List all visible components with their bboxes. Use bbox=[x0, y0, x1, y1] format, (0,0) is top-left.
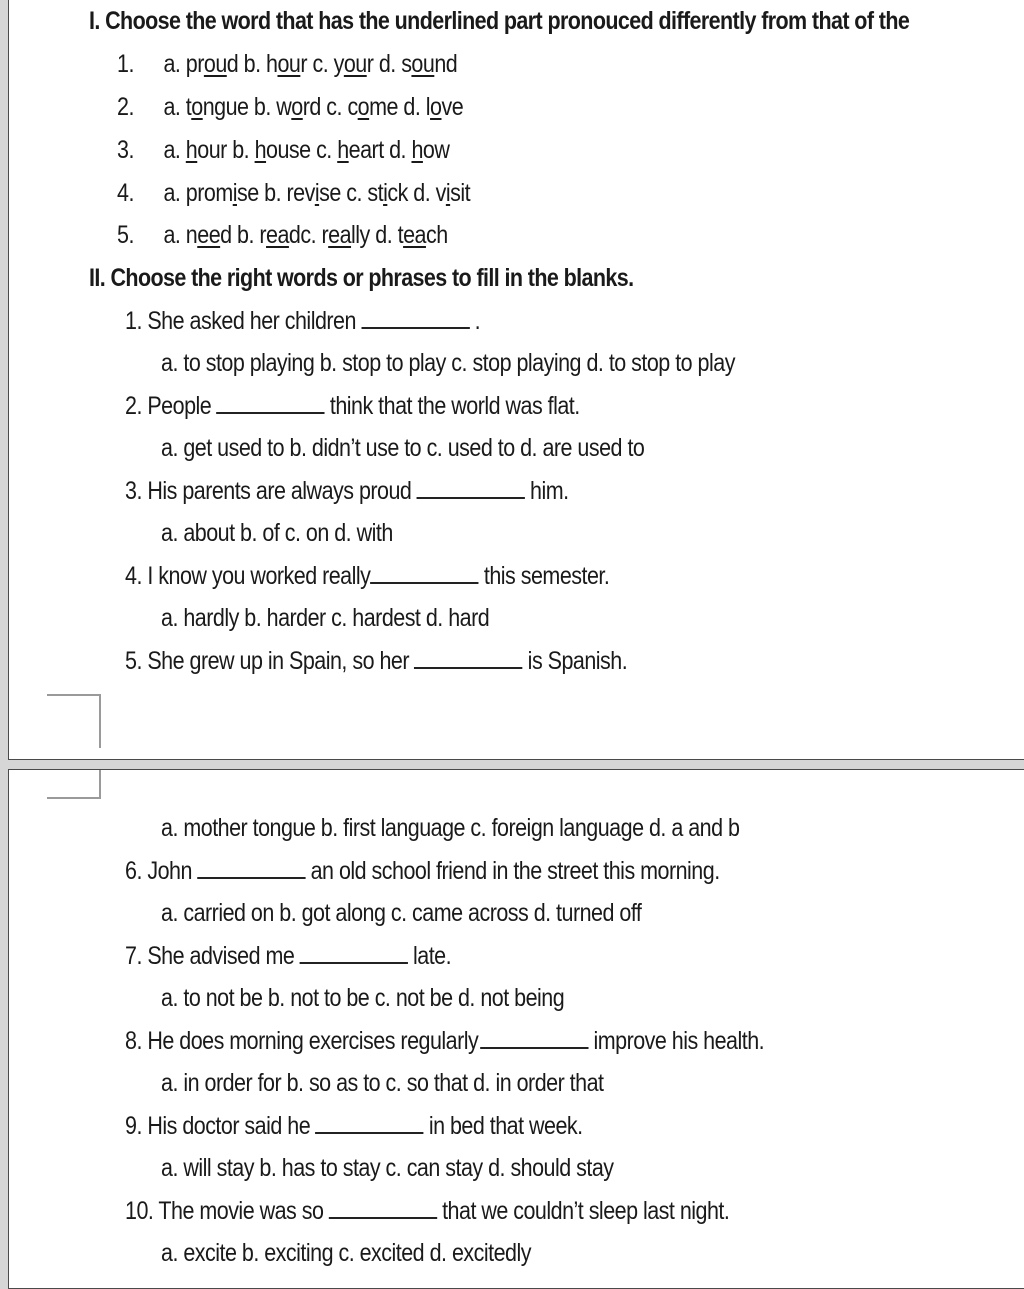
underlined-part: i bbox=[314, 179, 320, 207]
question-text: improve his health. bbox=[593, 1027, 765, 1055]
question-text: 10. The movie was so bbox=[125, 1197, 324, 1225]
question-text: is Spanish. bbox=[527, 647, 628, 675]
question-9-options: a. will stay b. has to stay c. can stay d. should stay bbox=[161, 1154, 614, 1182]
pronunciation-item-5 bbox=[117, 219, 448, 251]
item-text: me d. l bbox=[369, 93, 431, 121]
underlined-part: ee bbox=[197, 221, 221, 249]
underlined-part: h bbox=[254, 136, 267, 164]
underlined-part: o bbox=[430, 93, 442, 121]
item-number: 1. bbox=[117, 50, 134, 78]
item-text: sit bbox=[450, 179, 471, 207]
underlined-part: ea bbox=[328, 221, 352, 249]
underlined-part: i bbox=[445, 179, 451, 207]
question-text: this semester. bbox=[483, 562, 610, 590]
question-6-options: a. carried on b. got along c. came across d. turned off bbox=[161, 899, 642, 927]
pronunciation-item-1 bbox=[117, 48, 457, 80]
underlined-part: o bbox=[291, 93, 303, 121]
item-number: 4. bbox=[117, 179, 134, 207]
answer-blank bbox=[417, 477, 525, 499]
question-text: that we couldn’t sleep last night. bbox=[442, 1197, 730, 1225]
question-text: late. bbox=[412, 942, 452, 970]
question-text: an old school friend in the street this morning. bbox=[310, 857, 720, 885]
question-5 bbox=[125, 645, 627, 677]
answer-blank bbox=[216, 392, 324, 414]
question-7 bbox=[125, 940, 451, 972]
item-text: r c. y bbox=[300, 50, 344, 78]
question-9 bbox=[125, 1110, 583, 1142]
question-text: 1. She asked her children bbox=[125, 307, 356, 335]
pronunciation-item-2 bbox=[117, 91, 463, 123]
answer-blank bbox=[480, 1027, 588, 1049]
section2-heading: II. Choose the right words or phrases to fill in the blanks. bbox=[89, 264, 634, 292]
question-1 bbox=[125, 305, 480, 337]
document-page-2 bbox=[8, 769, 1024, 1289]
underlined-part: i bbox=[232, 179, 237, 207]
underlined-part: o bbox=[191, 93, 203, 121]
underlined-part: i bbox=[383, 179, 388, 207]
underlined-part: h bbox=[337, 136, 349, 164]
question-text: 6. John bbox=[125, 857, 192, 885]
page-corner-mark bbox=[47, 694, 101, 748]
question-6 bbox=[125, 855, 720, 887]
document-page-1 bbox=[8, 0, 1024, 760]
question-2 bbox=[125, 390, 580, 422]
item-text: our b. bbox=[197, 136, 255, 164]
answer-blank bbox=[414, 647, 522, 669]
underlined-part: ea bbox=[266, 221, 289, 249]
item-text: a. t bbox=[163, 93, 192, 121]
question-text: 9. His doctor said he bbox=[125, 1112, 311, 1140]
answer-blank bbox=[299, 942, 407, 964]
answer-blank bbox=[370, 562, 478, 584]
question-text: 7. She advised me bbox=[125, 942, 295, 970]
item-text: d b. h bbox=[226, 50, 278, 78]
item-text: se c. st bbox=[319, 179, 384, 207]
item-text: ck d. v bbox=[387, 179, 446, 207]
page-corner-mark bbox=[47, 769, 101, 799]
item-text: rd c. c bbox=[302, 93, 358, 121]
question-3-options: a. about b. of c. on d. with bbox=[161, 519, 393, 547]
question-3 bbox=[125, 475, 569, 507]
answer-blank bbox=[329, 1197, 437, 1219]
underlined-part: ea bbox=[403, 221, 426, 249]
item-text: se b. rev bbox=[236, 179, 315, 207]
item-text: dc. r bbox=[288, 221, 329, 249]
question-8 bbox=[125, 1025, 764, 1057]
answer-blank bbox=[315, 1112, 423, 1134]
item-text: r d. s bbox=[366, 50, 412, 78]
question-10-options: a. excite b. exciting c. excited d. excitedly bbox=[161, 1239, 531, 1267]
question-text: 5. She grew up in Spain, so her bbox=[125, 647, 410, 675]
item-number: 2. bbox=[117, 93, 134, 121]
question-text: in bed that week. bbox=[428, 1112, 583, 1140]
underlined-part: ou bbox=[203, 50, 227, 78]
item-text: eart d. bbox=[348, 136, 412, 164]
item-text: a. bbox=[163, 136, 186, 164]
item-text: a. pr bbox=[163, 50, 204, 78]
underlined-part: o bbox=[357, 93, 370, 121]
item-number: 3. bbox=[117, 136, 134, 164]
answer-blank bbox=[197, 857, 305, 879]
answer-blank bbox=[361, 307, 469, 329]
item-text: ngue b. w bbox=[202, 93, 292, 121]
item-text: a. prom bbox=[163, 179, 233, 207]
section1-heading: I. Choose the word that has the underlined part pronouced differently from that of the bbox=[89, 7, 910, 35]
question-text: him. bbox=[530, 477, 569, 505]
item-text: a. n bbox=[163, 221, 198, 249]
question-2-options: a. get used to b. didn’t use to c. used to d. are used to bbox=[161, 434, 645, 462]
question-text: 4. I know you worked really bbox=[125, 562, 371, 590]
question-text: 2. People bbox=[125, 392, 212, 420]
item-text: d b. r bbox=[220, 221, 267, 249]
question-4 bbox=[125, 560, 609, 592]
item-text: ouse c. bbox=[266, 136, 338, 164]
pronunciation-item-4 bbox=[117, 177, 470, 209]
underlined-part: h bbox=[411, 136, 423, 164]
underlined-part: ou bbox=[411, 50, 435, 78]
item-text: ch bbox=[425, 221, 448, 249]
item-text: lly d. t bbox=[351, 221, 404, 249]
underlined-part: ou bbox=[277, 50, 301, 78]
item-number: 5. bbox=[117, 221, 134, 249]
question-text: 8. He does morning exercises regularly bbox=[125, 1027, 479, 1055]
question-text: 3. His parents are always proud bbox=[125, 477, 412, 505]
question-5-options: a. mother tongue b. first language c. foreign language d. a and b bbox=[161, 814, 740, 842]
question-text: think that the world was flat. bbox=[329, 392, 580, 420]
question-text: . bbox=[474, 307, 481, 335]
question-7-options: a. to not be b. not to be c. not be d. not being bbox=[161, 984, 565, 1012]
item-text: ow bbox=[422, 136, 450, 164]
item-text: ve bbox=[441, 93, 464, 121]
underlined-part: ou bbox=[343, 50, 367, 78]
question-10 bbox=[125, 1195, 729, 1227]
underlined-part: h bbox=[185, 136, 198, 164]
pronunciation-item-3 bbox=[117, 134, 449, 166]
question-8-options: a. in order for b. so as to c. so that d. in order that bbox=[161, 1069, 604, 1097]
question-1-options: a. to stop playing b. stop to play c. stop playing d. to stop to play bbox=[161, 349, 735, 377]
question-4-options: a. hardly b. harder c. hardest d. hard bbox=[161, 604, 490, 632]
item-text: nd bbox=[434, 50, 458, 78]
